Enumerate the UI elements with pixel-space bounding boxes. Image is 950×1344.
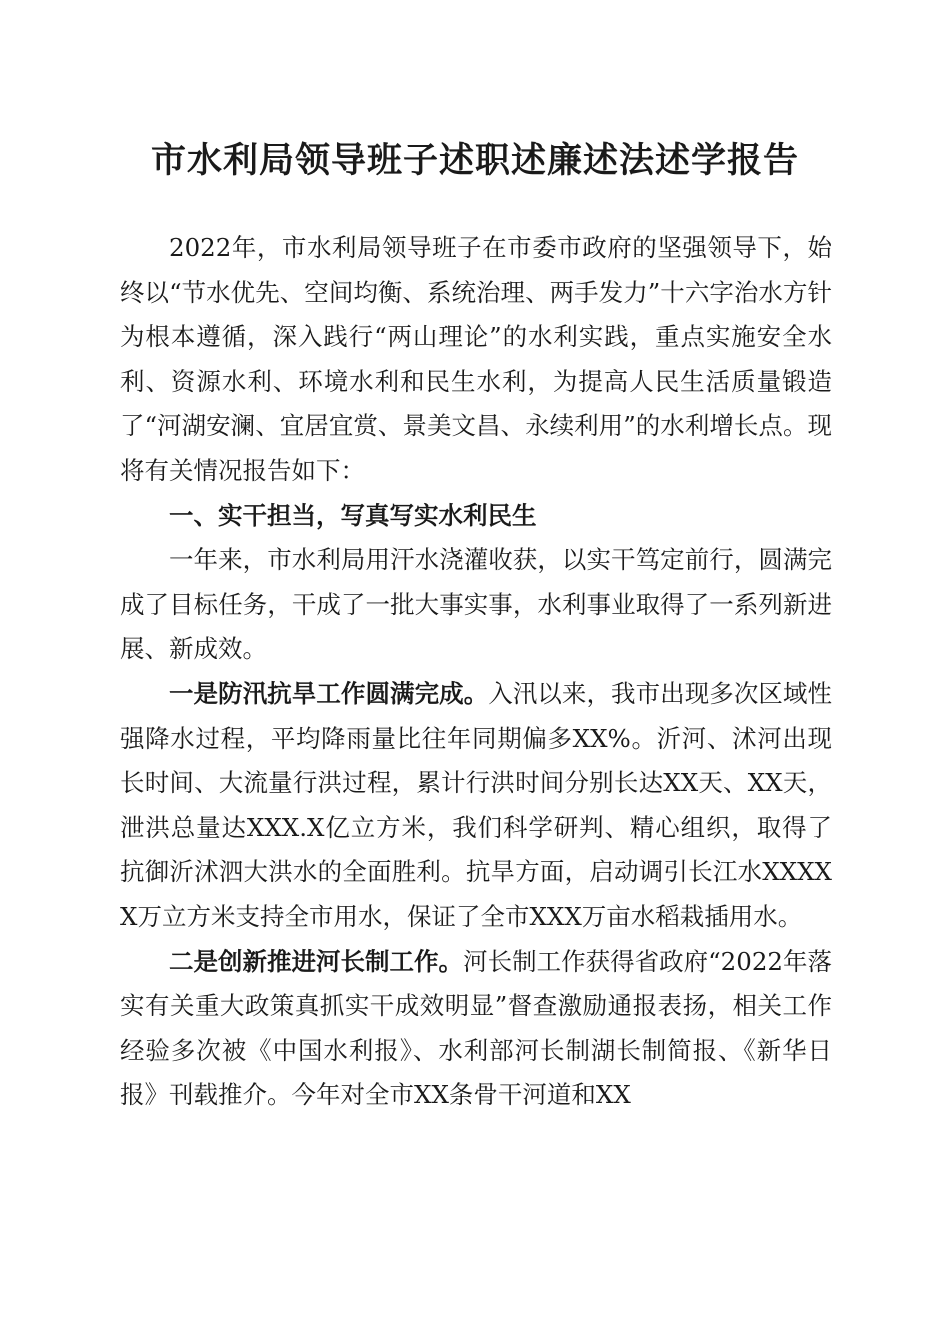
item-2-text: 河长制工作获得省政府“2022年落实有关重大政策真抓实干成效明显”督查激励通报表扬，相关工作经验多次被《中国水利报》、水利部河长制湖长制简报、《新华日报》刊载推介。今年对全市XX条骨干河道和XX [120,946,832,1110]
item-1-text: 入汛以来，我市出现多次区域性强降水过程，平均降雨量比往年同期偏多XX%。沂河、沭河出现长时间、大流量行洪过程，累计行洪时间分别长达XX天、XX天，泄洪总量达XXX.X亿立方米，我们科学研判、精心组织，取得了抗御沂沭泗大洪水的全面胜利。抗旱方面，启动调引长江水XXXXX万立方米支持全市用水，保证了全市XXX万亩水稻栽插用水。 [120,678,832,931]
item-2-lead: 二是创新推进河长制工作。 [169,946,464,976]
section-1-summary: 一年来，市水利局用汗水浇灌收获，以实干笃定前行，圆满完成了目标任务，干成了一批大事实事，水利事业取得了一系列新进展、新成效。 [120,545,832,664]
item-1-lead: 一是防汛抗旱工作圆满完成。 [169,678,489,708]
intro-paragraph: 2022年，市水利局领导班子在市委市政府的坚强领导下，始终以“节水优先、空间均衡、系统治理、两手发力”十六字治水方针为根本遵循，深入践行“两山理论”的水利实践，重点实施安全水利、资源水利、环境水利和民生水利，为提高人民生活质量锻造了“河湖安澜、宜居宜赏、景美文昌、永续利用”的水利增长点。现将有关情况报告如下： [120,233,832,485]
section-1-heading: 一、实干担当，写真写实水利民生 [169,500,537,530]
item-1-paragraph [120,672,832,940]
item-2-paragraph [120,940,832,1118]
document-body [120,226,832,1118]
document-title: 市水利局领导班子述职述廉述法述学报告 [150,140,799,181]
